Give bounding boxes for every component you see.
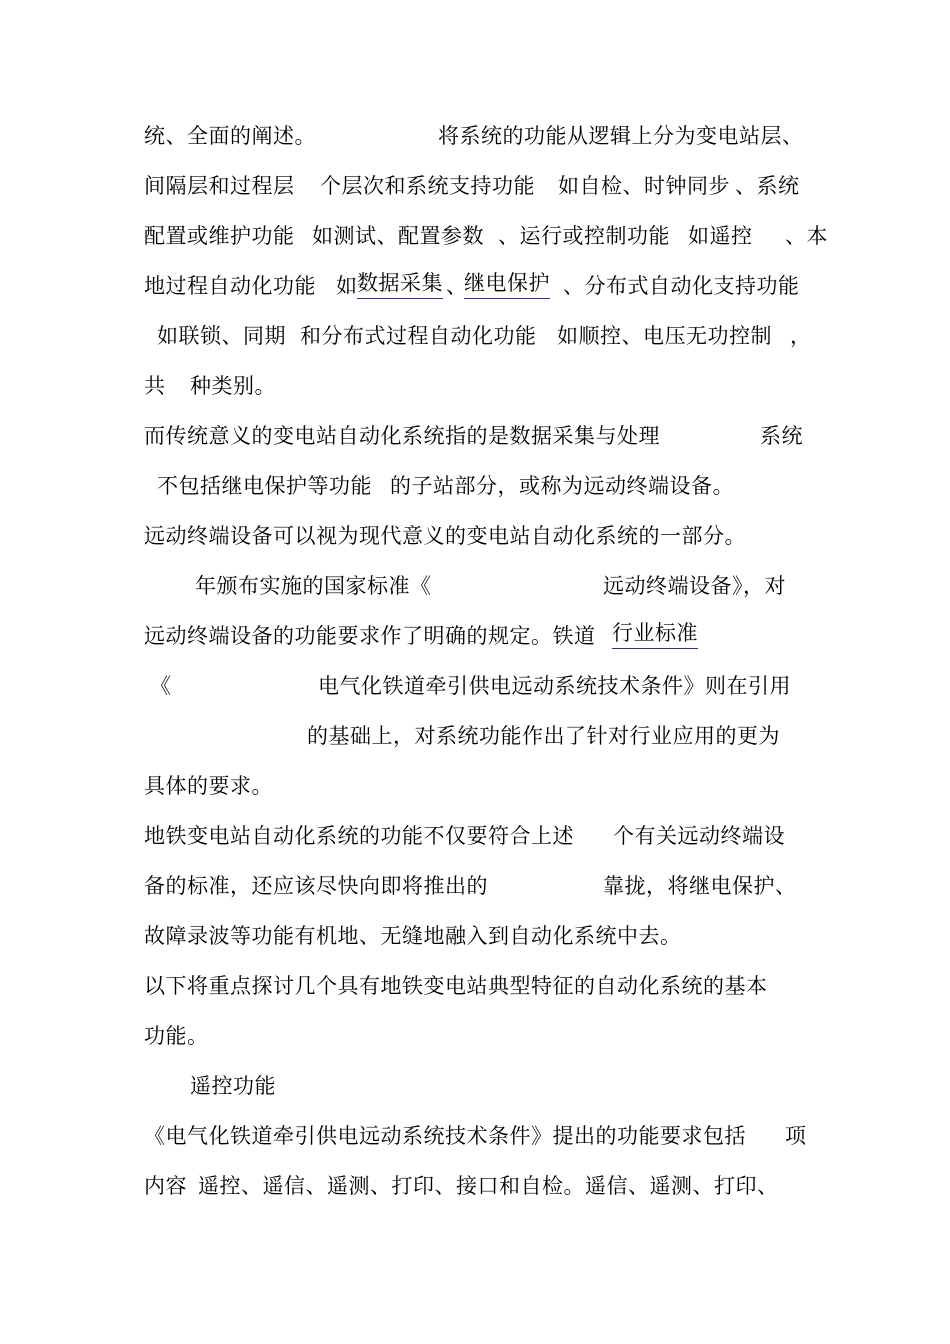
text-segment: 而传统意义的变电站自动化系统指的是数据采集与处理 (144, 424, 660, 448)
text-segment: 不包括继电保护等功能 (157, 474, 372, 498)
text-segment: 如 (336, 274, 358, 298)
text-segment: 项 (785, 1124, 807, 1148)
text-segment: 如顺控、电压无功控制 (557, 324, 772, 348)
text-segment: 、系统 (735, 174, 800, 198)
text-segment: 具体的要求。 (144, 774, 273, 798)
text-segment: 的基础上，对系统功能作出了针对行业应用的更为 (307, 724, 780, 748)
text-segment: 《电气化铁道牵引供电远动系统技术条件》提出的功能要求包括 (144, 1124, 746, 1148)
text-segment: 电气化铁道牵引供电远动系统技术条件》则在引用 (318, 674, 791, 698)
text-segment: 地铁变电站自动化系统的功能不仅要符合上述 (144, 824, 574, 848)
hyperlink-text[interactable]: 继电保护 (464, 268, 550, 299)
text-segment: 地过程自动化功能 (144, 274, 316, 298)
text-segment: 如自检、时钟同步 (558, 174, 730, 198)
text-segment: 共 (144, 374, 166, 398)
text-segment: 如遥控 (688, 224, 753, 248)
text-segment: 以下将重点探讨几个具有地铁变电站典型特征的自动化系统的基本 (144, 974, 768, 998)
text-segment: 遥控功能 (190, 1074, 276, 1098)
text-segment: 间隔层和过程层 (144, 174, 295, 198)
text-segment: 如测试、配置参数 (312, 224, 484, 248)
hyperlink-text[interactable]: 行业标准 (612, 618, 698, 649)
text-segment: 和分布式过程自动化功能 (300, 324, 537, 348)
text-segment: 个层次和系统支持功能 (320, 174, 535, 198)
text-segment: 备的标准，还应该尽快向即将推出的 (144, 874, 488, 898)
text-segment: 将系统的功能从逻辑上分为变电站层、 (438, 124, 804, 148)
text-segment: 遥控、遥信、遥测、打印、接口和自检。遥信、遥测、打印、 (198, 1174, 779, 1198)
text-segment: 内容 (144, 1174, 187, 1198)
text-segment: 、运行或控制功能 (498, 224, 670, 248)
hyperlink-text[interactable]: 数据采集 (357, 268, 443, 299)
text-segment: 远动终端设备的功能要求作了明确的规定。铁道 (144, 624, 596, 648)
text-segment: 个有关远动终端设 (613, 824, 785, 848)
text-segment: 种类别。 (190, 374, 276, 398)
text-segment: 、分布式自动化支持功能 (563, 274, 800, 298)
text-segment: 系统 (760, 424, 803, 448)
text-segment: 的子站部分，或称为远动终端设备。 (390, 474, 734, 498)
text-segment: 配置或维护功能 (144, 224, 295, 248)
text-segment: 《 (150, 674, 172, 698)
text-segment: 、 (446, 274, 468, 298)
text-segment: 、本 (785, 224, 828, 248)
text-segment: 如联锁、同期 (157, 324, 286, 348)
text-segment: 远动终端设备》，对 (603, 574, 786, 598)
text-segment: ， (790, 324, 812, 348)
text-segment: 统、全面的阐述。 (144, 124, 316, 148)
text-segment: 远动终端设备可以视为现代意义的变电站自动化系统的一部分。 (144, 524, 746, 548)
text-segment: 功能。 (144, 1024, 209, 1048)
text-segment: 年颁布实施的国家标准《 (195, 574, 432, 598)
text-segment: 靠拢，将继电保护、 (603, 874, 797, 898)
text-segment: 故障录波等功能有机地、无缝地融入到自动化系统中去。 (144, 924, 682, 948)
